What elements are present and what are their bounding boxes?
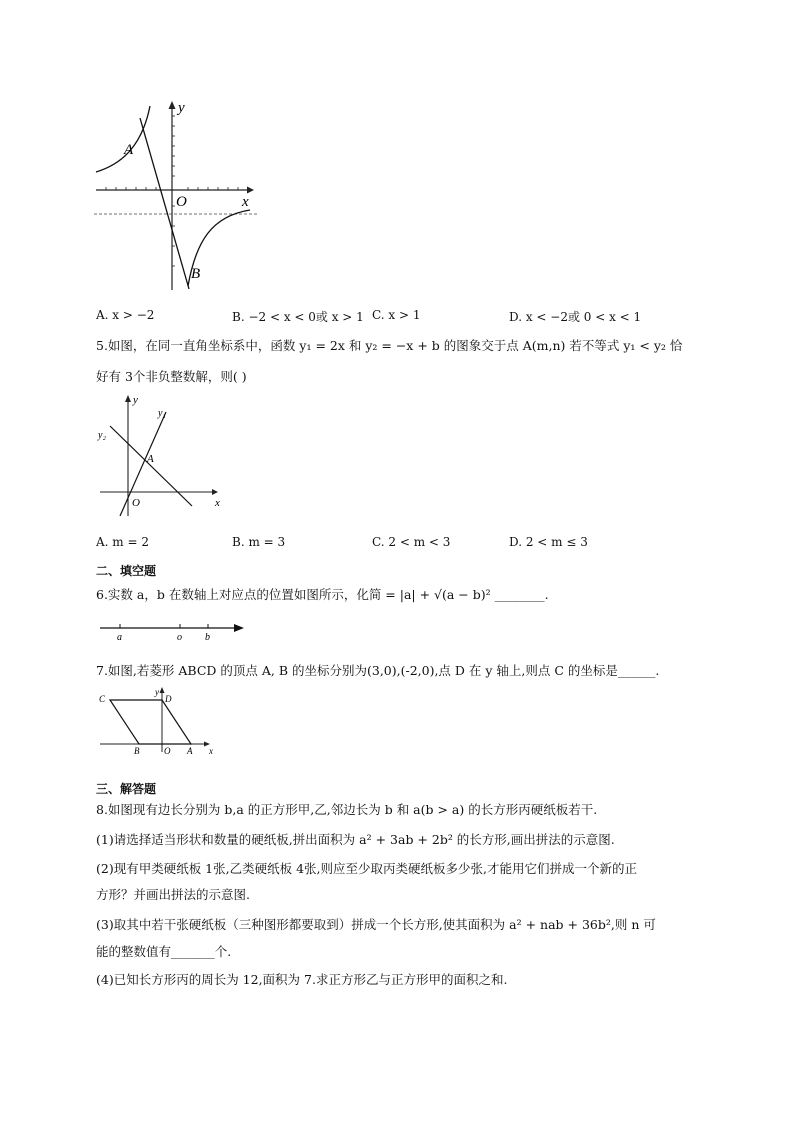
q4-option-a: A. x > −2 (96, 308, 155, 322)
q5-option-b: B. m = 3 (232, 535, 286, 549)
section2-title: 二、填空题 (96, 564, 157, 578)
q5-text-line2: 好有 3个非负整数解，则( ) (96, 369, 247, 384)
section3-title: 三、解答题 (96, 782, 157, 796)
q4-label-o: O (176, 194, 187, 210)
q5-option-c: C. 2 < m < 3 (372, 535, 451, 549)
q4-y-arrow (169, 101, 176, 109)
q5-line-y2 (110, 426, 192, 506)
q7-label-y: y (155, 687, 159, 697)
q8-part3-line1: (3)取其中若干张硬纸板（三种图形都要取到）拼成一个长方形,使其面积为 a² + nab + 36b²,则 n 可 (96, 917, 656, 932)
q8-part2-line1: (2)现有甲类硬纸板 1张,乙类硬纸板 4张,则应至少取丙类硬纸板多少张,才能用它们拼成一个新的正 (96, 861, 637, 876)
q5-text-line1: 5.如图，在同一直角坐标系中，函数 y₁ = 2x 和 y₂ = −x + b 的图象交于点 A(m,n) 若不等式 y₁ < y₂ 恰 (96, 338, 683, 353)
q7-y-arrow (160, 687, 165, 693)
q5-y-arrow (125, 395, 131, 402)
q5-label-y1: y₁ (158, 408, 166, 419)
q8-intro: 8.如图现有边长分别为 b,a 的正方形甲,乙,邻边长为 b 和 a(b > a) 的长方形丙硬纸板若干. (96, 802, 598, 817)
q6-text: 6.实数 a，b 在数轴上对应点的位置如图所示，化简 = |a| + √(a − b)² ________. (96, 587, 549, 602)
q5-label-y: y (133, 394, 138, 406)
q5-label-o: O (132, 497, 140, 509)
q4-hyperbola-left (96, 106, 150, 172)
q4-label-y: y (178, 100, 185, 116)
q4-label-a: A (124, 142, 134, 158)
q7-label-b: B (134, 746, 140, 756)
q4-graph (92, 96, 262, 296)
q6-label-o: o (177, 632, 182, 643)
q7-label-a: A (187, 746, 193, 756)
q8-part1: (1)请选择适当形状和数量的硬纸板,拼出面积为 a² + 3ab + 2b² 的长方形,画出拼法的示意图. (96, 832, 615, 847)
q5-option-a: A. m = 2 (96, 535, 149, 549)
q6-number-line (96, 618, 251, 644)
q4-label-x: x (242, 194, 249, 210)
q4-option-c: C. x > 1 (372, 308, 421, 322)
q5-label-y2: y₂ (98, 430, 106, 441)
q5-x-arrow (212, 489, 218, 495)
q5-label-a: A (147, 453, 154, 465)
q8-part3-line2: 能的整数值有_______个. (96, 944, 232, 959)
q7-rhombus (110, 700, 191, 744)
q6-label-a: a (117, 632, 122, 643)
q8-part4: (4)已知长方形丙的周长为 12,面积为 7.求正方形乙与正方形甲的面积之和. (96, 972, 508, 987)
q7-label-x: x (209, 746, 213, 756)
q4-x-arrow (247, 187, 254, 194)
q4-option-d: D. x < −2或 0 < x < 1 (509, 310, 642, 324)
q5-graph (94, 392, 229, 522)
q4-label-b: B (191, 266, 201, 282)
q7-label-d: D (165, 694, 172, 704)
q7-label-c: C (99, 694, 106, 704)
q5-line-y1 (120, 412, 166, 516)
q7-rhombus-figure (96, 686, 221, 756)
q6-label-b: b (205, 632, 210, 643)
q6-arrow (234, 624, 244, 632)
q7-text: 7.如图,若菱形 ABCD 的顶点 A, B 的坐标分别为(3,0),(-2,0),点 D 在 y 轴上,则点 C 的坐标是______. (96, 663, 660, 678)
q5-option-d: D. 2 < m ≤ 3 (509, 535, 588, 549)
q5-label-x: x (215, 497, 220, 509)
q4-option-b: B. −2 < x < 0或 x > 1 (232, 310, 364, 324)
q7-label-o: O (164, 746, 171, 756)
q8-part2-line2: 方形？并画出拼法的示意图. (96, 887, 250, 902)
